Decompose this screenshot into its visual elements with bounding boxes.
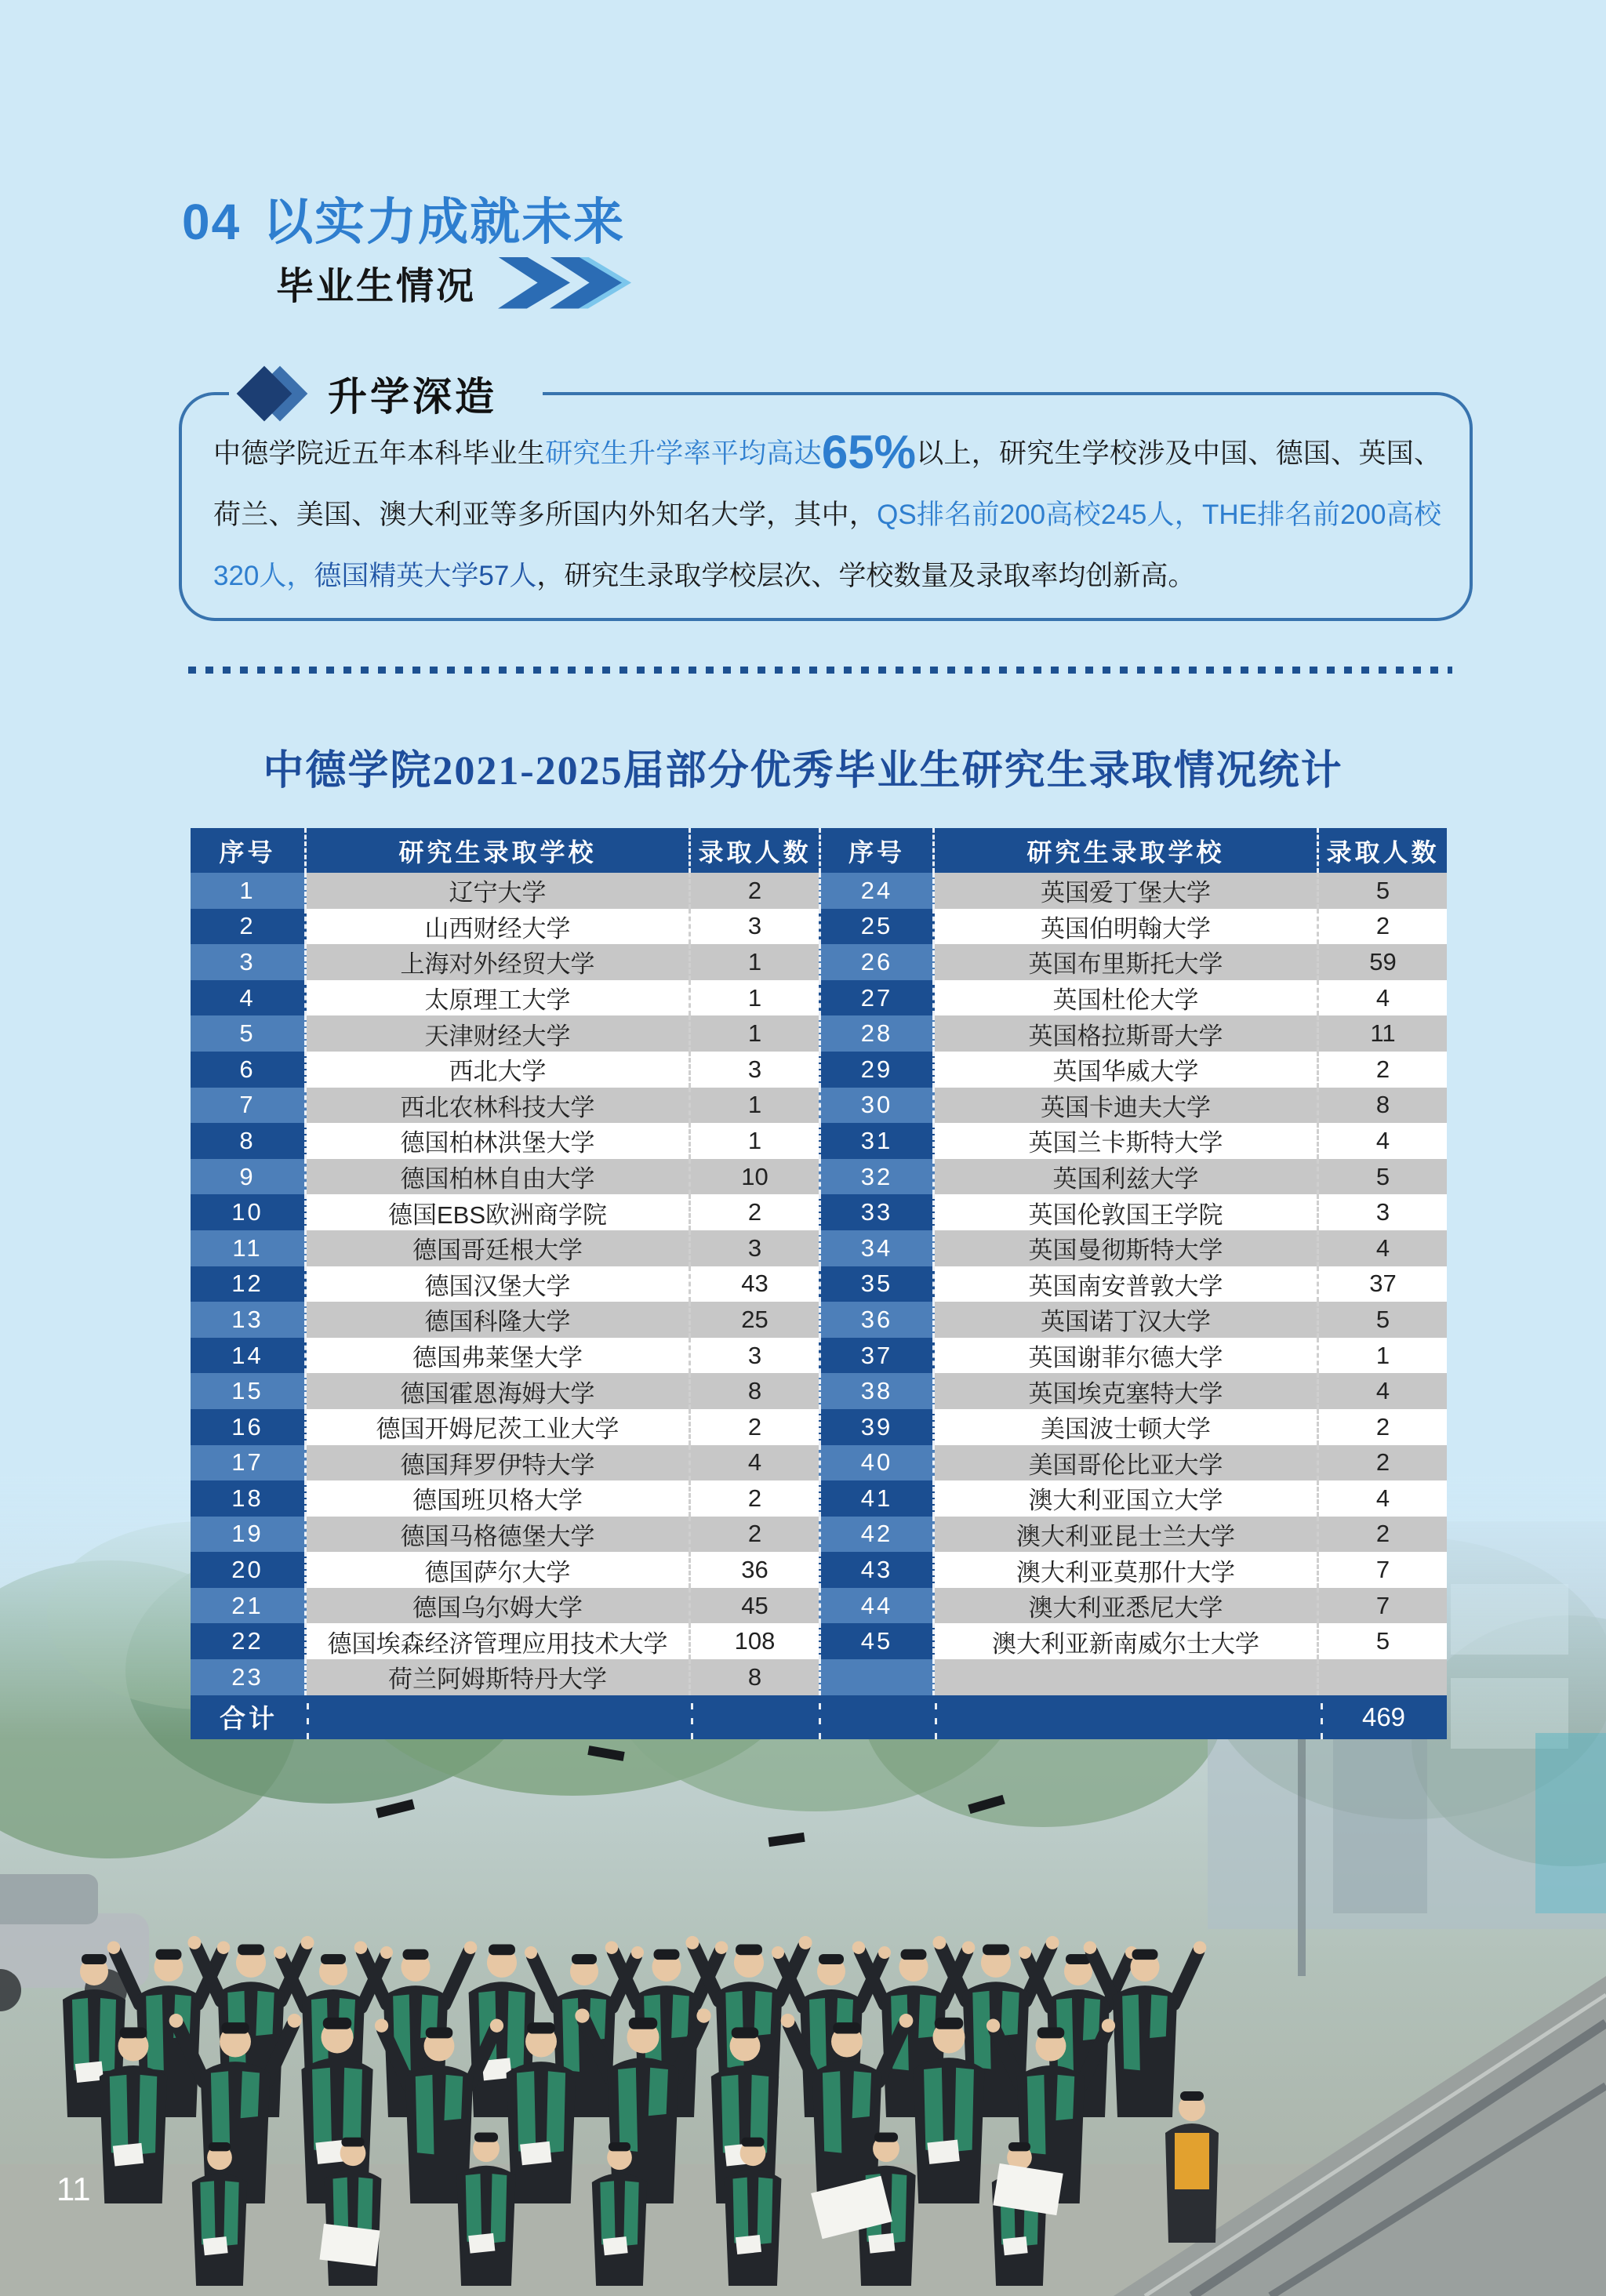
divider xyxy=(1321,1695,1323,1739)
divider xyxy=(935,1695,937,1739)
cell-count: 7 xyxy=(1319,1552,1447,1588)
cell-index: 37 xyxy=(819,1338,935,1374)
cell-index: 31 xyxy=(819,1123,935,1159)
cell-count: 5 xyxy=(1319,1302,1447,1338)
cell-index: 41 xyxy=(819,1480,935,1517)
chevron-right-icon xyxy=(498,257,570,309)
cell-count: 1 xyxy=(691,1015,819,1052)
cell-index: 33 xyxy=(819,1194,935,1230)
divider xyxy=(819,1695,821,1739)
cell-school: 美国波士顿大学 xyxy=(935,1409,1319,1445)
cell-count: 5 xyxy=(1319,1623,1447,1659)
cell-index: 8 xyxy=(191,1123,307,1159)
intro-text-segment: ，研究生录取学校层次、学校数量及录取率均创新高。 xyxy=(536,561,1196,591)
cell-count: 1 xyxy=(691,980,819,1016)
cell-count: 11 xyxy=(1319,1015,1447,1052)
table-header-cell: 序号 xyxy=(819,828,935,873)
cell-count: 3 xyxy=(691,1052,819,1088)
cell-index: 28 xyxy=(819,1015,935,1052)
cell-count: 3 xyxy=(691,1338,819,1374)
cell-count: 59 xyxy=(1319,944,1447,980)
page-number: 11 xyxy=(56,2171,91,2207)
section-number: 04 xyxy=(182,194,242,250)
cell-count: 5 xyxy=(1319,873,1447,909)
admissions-table-right xyxy=(819,828,1447,1695)
cell-index: 21 xyxy=(191,1588,307,1624)
cell-school: 德国科隆大学 xyxy=(307,1302,691,1338)
cell-school: 英国爱丁堡大学 xyxy=(935,873,1319,909)
cell-school: 英国格拉斯哥大学 xyxy=(935,1015,1319,1052)
cell-index: 13 xyxy=(191,1302,307,1338)
cell-count: 4 xyxy=(691,1445,819,1481)
cell-index: 27 xyxy=(819,980,935,1016)
cell-index: 17 xyxy=(191,1445,307,1481)
cell-school: 英国伯明翰大学 xyxy=(935,909,1319,945)
cell-school: 英国华威大学 xyxy=(935,1052,1319,1088)
admissions-table-left xyxy=(191,828,819,1695)
cell-school: 英国埃克塞特大学 xyxy=(935,1373,1319,1409)
intro-paragraph xyxy=(213,423,1441,607)
cell-school: 英国利兹大学 xyxy=(935,1159,1319,1195)
cell-index: 20 xyxy=(191,1552,307,1588)
cell-count: 8 xyxy=(691,1659,819,1695)
cell-index: 12 xyxy=(191,1266,307,1302)
further-study-title: 升学深造 xyxy=(328,375,497,419)
cell-school: 德国柏林自由大学 xyxy=(307,1159,691,1195)
cell-school: 澳大利亚莫那什大学 xyxy=(935,1552,1319,1588)
cell-school: 美国哥伦比亚大学 xyxy=(935,1445,1319,1481)
cell-school: 德国弗莱堡大学 xyxy=(307,1338,691,1374)
cell-school: 英国杜伦大学 xyxy=(935,980,1319,1016)
cell-index: 9 xyxy=(191,1159,307,1195)
intro-text-segment: 65% xyxy=(821,426,916,478)
cell-count: 3 xyxy=(691,909,819,945)
cell-index: 10 xyxy=(191,1194,307,1230)
cell-school: 英国兰卡斯特大学 xyxy=(935,1123,1319,1159)
section-title: 以实力成就未来 xyxy=(263,194,626,250)
cell-school: 澳大利亚国立大学 xyxy=(935,1480,1319,1517)
total-row xyxy=(191,1695,1447,1739)
cell-school: 德国埃森经济管理应用技术大学 xyxy=(307,1623,691,1659)
cell-school: 英国布里斯托大学 xyxy=(935,944,1319,980)
cell-count: 2 xyxy=(691,1409,819,1445)
cell-count: 1 xyxy=(691,944,819,980)
divider xyxy=(307,1695,309,1739)
cell-school: 英国卡迪夫大学 xyxy=(935,1088,1319,1124)
cell-index: 5 xyxy=(191,1015,307,1052)
cell-count: 4 xyxy=(1319,1123,1447,1159)
cell-count: 108 xyxy=(691,1623,819,1659)
cell-index: 34 xyxy=(819,1230,935,1266)
cell-count: 8 xyxy=(691,1373,819,1409)
cell-index: 36 xyxy=(819,1302,935,1338)
cell-school xyxy=(935,1659,1319,1695)
intro-text-segment: 中德学院近五年本科毕业生 xyxy=(213,438,546,469)
cell-school: 英国谢菲尔德大学 xyxy=(935,1338,1319,1374)
cell-school: 英国曼彻斯特大学 xyxy=(935,1230,1319,1266)
cell-count: 2 xyxy=(691,1517,819,1553)
intro-text-segment: 以上，研究生学校涉及中国、德国、英国、荷兰、美国、澳大利亚等多所国内外知名大学，其中， xyxy=(213,438,1441,530)
cell-index: 1 xyxy=(191,873,307,909)
further-study-heading xyxy=(245,362,497,425)
cell-school: 德国马格德堡大学 xyxy=(307,1517,691,1553)
cell-count: 4 xyxy=(1319,1480,1447,1517)
table-header-cell: 录取人数 xyxy=(1319,828,1447,873)
section-header xyxy=(182,182,625,254)
cell-count: 2 xyxy=(1319,1517,1447,1553)
cell-count: 4 xyxy=(1319,980,1447,1016)
subsection-title: 毕业生情况 xyxy=(276,266,477,307)
cell-count: 1 xyxy=(691,1123,819,1159)
cell-school: 辽宁大学 xyxy=(307,873,691,909)
cell-school: 西北大学 xyxy=(307,1052,691,1088)
cell-index: 2 xyxy=(191,909,307,945)
cell-count: 2 xyxy=(1319,1445,1447,1481)
cell-index: 29 xyxy=(819,1052,935,1088)
cell-school: 德国汉堡大学 xyxy=(307,1266,691,1302)
cell-index: 40 xyxy=(819,1445,935,1481)
cell-count: 2 xyxy=(1319,1409,1447,1445)
cell-index: 24 xyxy=(819,873,935,909)
cell-index: 44 xyxy=(819,1588,935,1624)
cell-index: 3 xyxy=(191,944,307,980)
double-chevron-icon xyxy=(498,257,647,309)
cell-index: 26 xyxy=(819,944,935,980)
cell-index: 25 xyxy=(819,909,935,945)
cell-school: 澳大利亚昆士兰大学 xyxy=(935,1517,1319,1553)
cell-index: 35 xyxy=(819,1266,935,1302)
graduate-crowd xyxy=(63,1936,1206,2286)
cell-school: 天津财经大学 xyxy=(307,1015,691,1052)
cell-school: 德国乌尔姆大学 xyxy=(307,1588,691,1624)
cell-index: 16 xyxy=(191,1409,307,1445)
table-title: 中德学院2021-2025届部分优秀毕业生研究生录取情况统计 xyxy=(263,749,1343,794)
cell-count: 2 xyxy=(691,1480,819,1517)
table-halves xyxy=(191,828,1447,1695)
total-value: 469 xyxy=(1361,1702,1406,1731)
total-label: 合计 xyxy=(220,1704,278,1734)
subsection-header xyxy=(276,256,647,310)
cell-count: 36 xyxy=(691,1552,819,1588)
cell-count: 1 xyxy=(691,1088,819,1124)
table-header-cell: 研究生录取学校 xyxy=(935,828,1319,873)
cell-count: 45 xyxy=(691,1588,819,1624)
cell-index xyxy=(819,1659,935,1695)
cell-school: 澳大利亚新南威尔士大学 xyxy=(935,1623,1319,1659)
dashed-divider xyxy=(188,667,1452,674)
cell-count: 5 xyxy=(1319,1159,1447,1195)
cell-index: 30 xyxy=(819,1088,935,1124)
cell-index: 15 xyxy=(191,1373,307,1409)
cell-school: 德国EBS欧洲商学院 xyxy=(307,1194,691,1230)
cell-count: 37 xyxy=(1319,1266,1447,1302)
cell-school: 德国拜罗伊特大学 xyxy=(307,1445,691,1481)
cell-index: 7 xyxy=(191,1088,307,1124)
cell-count: 8 xyxy=(1319,1088,1447,1124)
cell-school: 荷兰阿姆斯特丹大学 xyxy=(307,1659,691,1695)
cell-school: 德国萨尔大学 xyxy=(307,1552,691,1588)
cell-index: 38 xyxy=(819,1373,935,1409)
cell-count: 2 xyxy=(1319,909,1447,945)
admissions-table xyxy=(191,828,1447,1739)
cell-index: 32 xyxy=(819,1159,935,1195)
cell-index: 14 xyxy=(191,1338,307,1374)
cell-index: 42 xyxy=(819,1517,935,1553)
cell-school: 德国柏林洪堡大学 xyxy=(307,1123,691,1159)
cell-index: 39 xyxy=(819,1409,935,1445)
cell-school: 英国伦敦国王学院 xyxy=(935,1194,1319,1230)
cell-index: 43 xyxy=(819,1552,935,1588)
divider xyxy=(691,1695,693,1739)
table-header-cell: 研究生录取学校 xyxy=(307,828,691,873)
cell-school: 英国南安普敦大学 xyxy=(935,1266,1319,1302)
cell-count: 2 xyxy=(1319,1052,1447,1088)
cell-count xyxy=(1319,1659,1447,1695)
cell-count: 43 xyxy=(691,1266,819,1302)
cell-index: 45 xyxy=(819,1623,935,1659)
cell-count: 2 xyxy=(691,1194,819,1230)
table-header-cell: 录取人数 xyxy=(691,828,819,873)
cell-school: 澳大利亚悉尼大学 xyxy=(935,1588,1319,1624)
cell-school: 英国诺丁汉大学 xyxy=(935,1302,1319,1338)
cell-school: 德国霍恩海姆大学 xyxy=(307,1373,691,1409)
cell-index: 4 xyxy=(191,980,307,1016)
cell-index: 23 xyxy=(191,1659,307,1695)
cell-school: 西北农林科技大学 xyxy=(307,1088,691,1124)
cell-school: 德国开姆尼茨工业大学 xyxy=(307,1409,691,1445)
cell-school: 太原理工大学 xyxy=(307,980,691,1016)
cell-count: 4 xyxy=(1319,1373,1447,1409)
cell-school: 山西财经大学 xyxy=(307,909,691,945)
cell-count: 7 xyxy=(1319,1588,1447,1624)
cell-school: 德国哥廷根大学 xyxy=(307,1230,691,1266)
table-header-cell: 序号 xyxy=(191,828,307,873)
cell-count: 25 xyxy=(691,1302,819,1338)
cell-index: 19 xyxy=(191,1517,307,1553)
cell-count: 3 xyxy=(1319,1194,1447,1230)
cell-school: 德国班贝格大学 xyxy=(307,1480,691,1517)
cell-index: 18 xyxy=(191,1480,307,1517)
intro-text-segment: 研究生升学率平均高达 xyxy=(545,438,822,469)
cell-school: 上海对外经贸大学 xyxy=(307,944,691,980)
intro-text-segment: QS排名前200高校245人，THE排名前200高校320人， xyxy=(213,500,1441,591)
cell-count: 2 xyxy=(691,873,819,909)
cell-index: 22 xyxy=(191,1623,307,1659)
cell-count: 1 xyxy=(1319,1338,1447,1374)
cell-count: 3 xyxy=(691,1230,819,1266)
cell-count: 10 xyxy=(691,1159,819,1195)
intro-text-segment: 德国精英大学57人 xyxy=(314,561,537,591)
cell-count: 4 xyxy=(1319,1230,1447,1266)
cell-index: 11 xyxy=(191,1230,307,1266)
cell-index: 6 xyxy=(191,1052,307,1088)
